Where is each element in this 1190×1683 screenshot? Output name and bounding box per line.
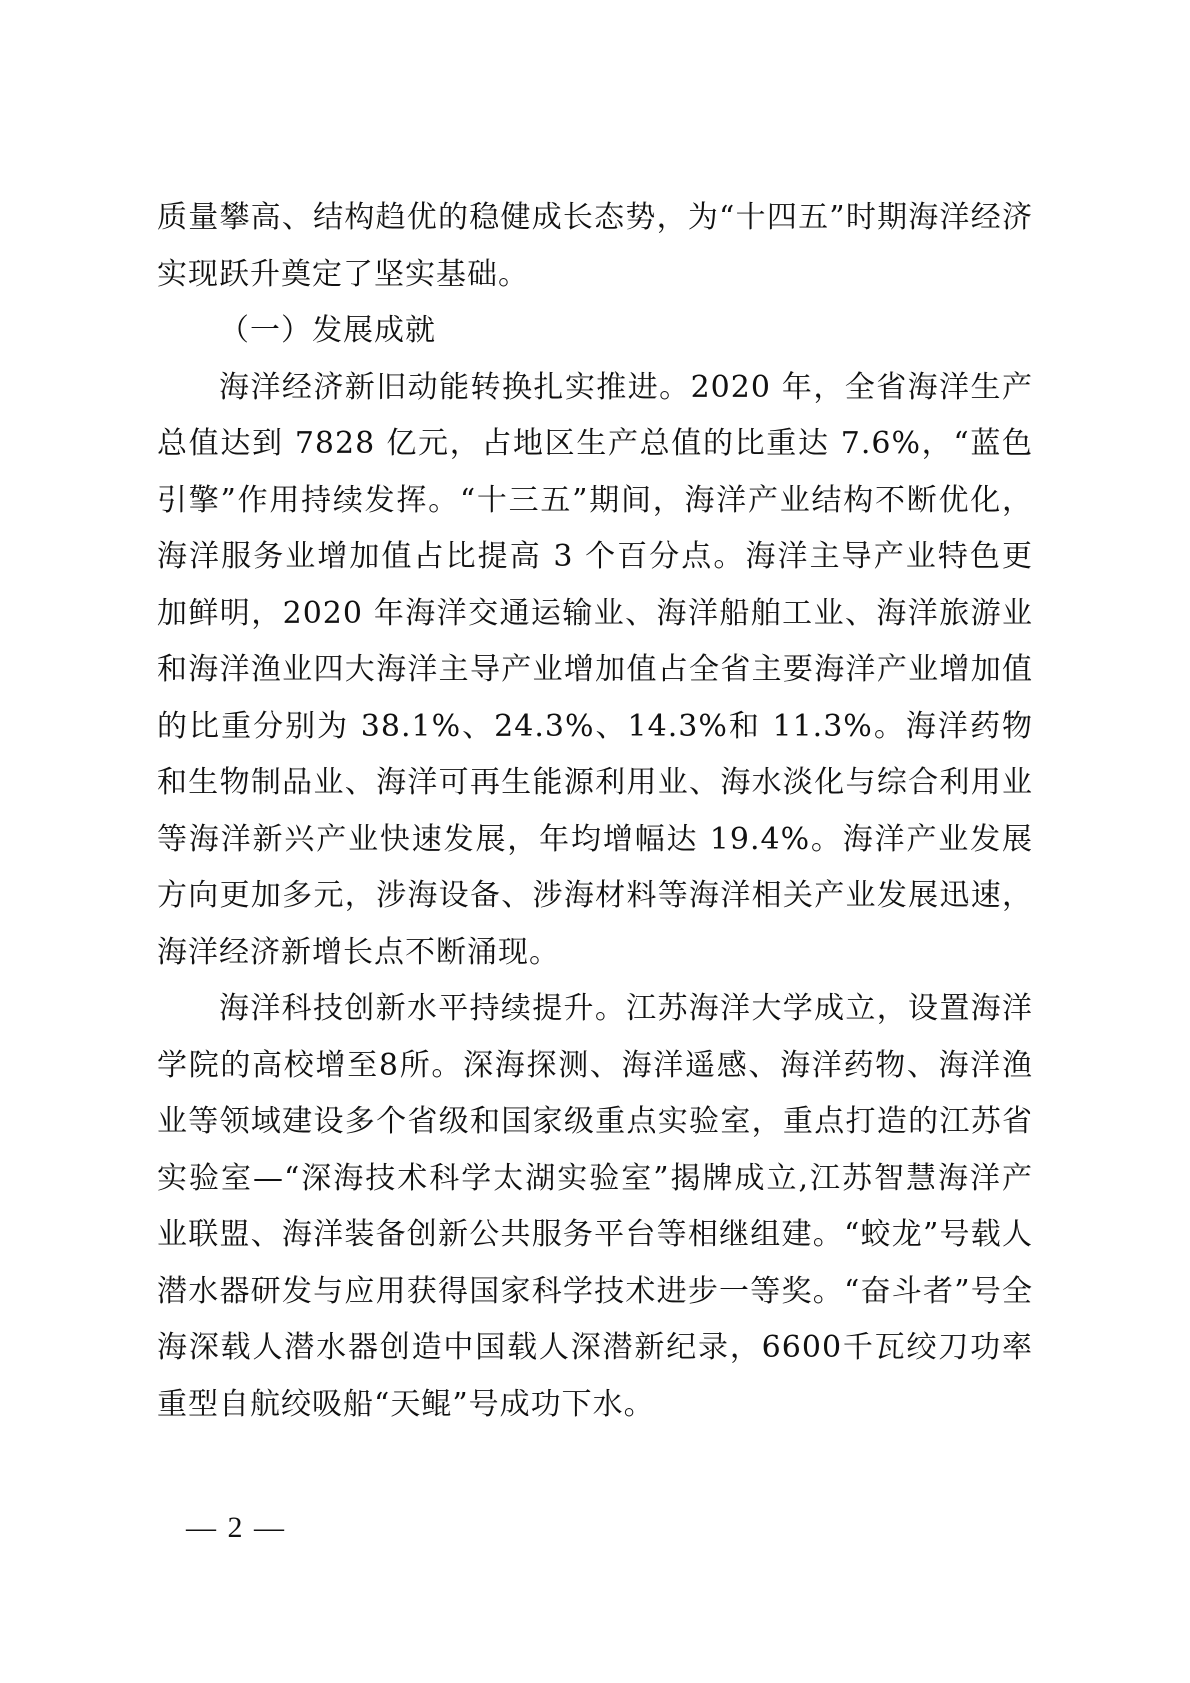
body-text [157, 190, 1033, 1433]
page-number: — 2 — [186, 1511, 286, 1544]
paragraph-marine-technology: 海洋科技创新水平持续提升。江苏海洋大学成立，设置海洋学院的高校增至8所。深海探测、海洋遥感、海洋药物、海洋渔业等领域建设多个省级和国家级重点实验室，重点打造的江苏省实验室—“深海技术科学太湖实验室”揭牌成立,江苏智慧海洋产业联盟、海洋装备创新公共服务平台等相继组建。“蛟龙”号载人潜水器研发与应用获得国家科学技术进步一等奖。“奋斗者”号全海深载人潜水器创造中国载人深潜新纪录，6600千瓦绞刀功率重型自航绞吸船“天鲲”号成功下水。 [157, 991, 1033, 1422]
paragraph-marine-economy: 海洋经济新旧动能转换扎实推进。2020 年，全省海洋生产总值达到 7828 亿元，占地区生产总值的比重达 7.6%，“蓝色引擎”作用持续发挥。“十三五”期间，海洋产业结构不断优化，海洋服务业增加值占比提高 3 个百分点。海洋主导产业特色更加鲜明，2020 年海洋交通运输业、海洋船舶工业、海洋旅游业和海洋渔业四大海洋主导产业增加值占全省主要海洋产业增加值的比重分别为 38.1%、24.3%、14.3%和 11.3%。海洋药物和生物制品业、海洋可再生能源利用业、海水淡化与综合利用业等海洋新兴产业快速发展，年均增幅达 19.4%。海洋产业发展方向更加多元，涉海设备、涉海材料等海洋相关产业发展迅速，海洋经济新增长点不断涌现。 [157, 369, 1033, 970]
section-heading: （一）发展成就 [219, 313, 436, 348]
paragraph-continuation: 质量攀高、结构趋优的稳健成长态势，为“十四五”时期海洋经济实现跃升奠定了坚实基础。 [157, 200, 1033, 292]
